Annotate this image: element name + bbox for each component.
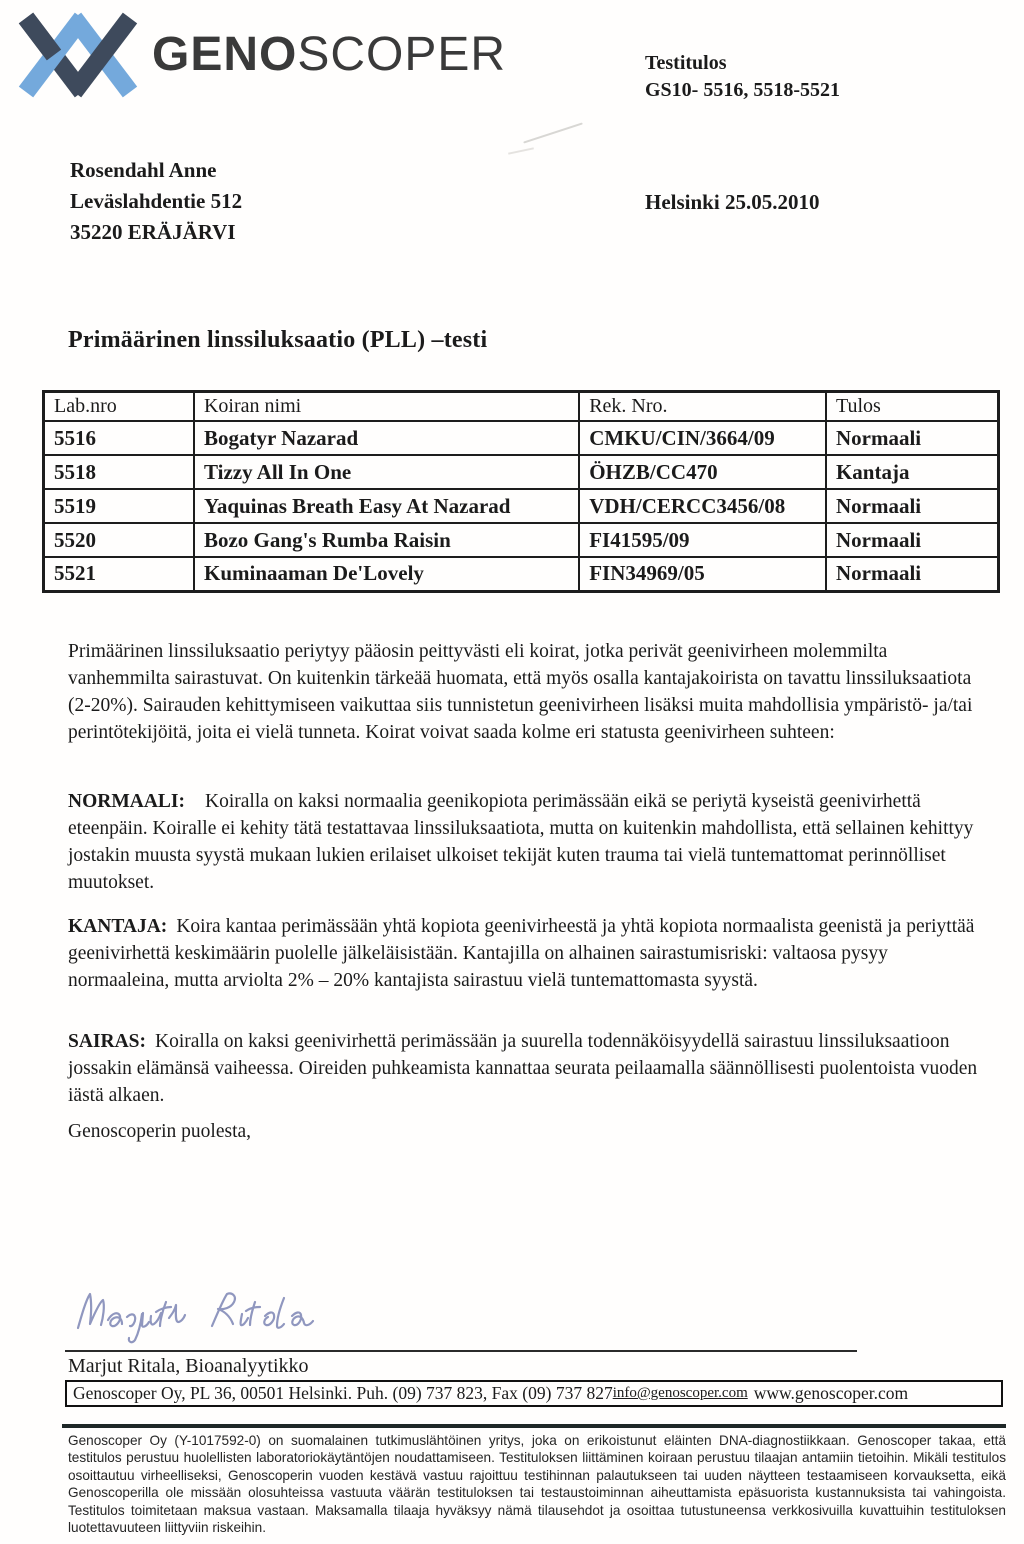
cell-reg-no: ÖHZB/CC470: [579, 455, 826, 489]
cell-reg-no: CMKU/CIN/3664/09: [579, 421, 826, 455]
table-row: [44, 557, 999, 591]
status-paragraph-normaali: [68, 788, 990, 896]
cell-lab-nro: 5521: [44, 557, 194, 591]
handwritten-signature: [72, 1280, 372, 1346]
cell-result: Normaali: [826, 523, 999, 557]
cell-reg-no: FIN34969/05: [579, 557, 826, 591]
col-header-tulos: Tulos: [826, 392, 999, 422]
status-paragraph-kantaja: [68, 913, 990, 994]
status-label-sairas: SAIRAS:: [68, 1031, 147, 1052]
genoscoper-logo-icon: [8, 8, 148, 100]
signer-name-title: Marjut Ritala, Bioanalyytikko: [68, 1355, 309, 1377]
status-text-normaali: Koiralla on kaksi normaalia geenikopiota perimässään eikä se periytä kyseistä geenivirhettä eteenpäin. Koiralle ei kehity tätä testattavaa linssiluksaatiota, mutta on kuitenkin mahdollista, että sellainen kehittyy jostakin muusta syystä mukaan lukien erilaiset ulkoiset tekijät kuten trauma tai vielä tuntemattomat perinnölliset muutokset.: [68, 791, 974, 893]
company-contact-line: [65, 1380, 1003, 1407]
cell-result: Normaali: [826, 557, 999, 591]
status-text-sairas: Koiralla on kaksi geenivirhettä perimässään ja suurella todennäköisyydellä sairastuu linssiluksaatioon jossakin elämänsä vaiheessa. Oireiden puhkeamista kannattaa seurata peilaamalla säännöllisesti puolentoista vuoden iästä alkaen.: [68, 1031, 978, 1106]
cell-lab-nro: 5516: [44, 421, 194, 455]
table-row: [44, 523, 999, 557]
scan-artifact: [523, 122, 583, 143]
dateline: Helsinki 25.05.2010: [645, 190, 820, 214]
genoscoper-logo: [8, 8, 506, 100]
cell-dog-name: Tizzy All In One: [194, 455, 579, 489]
doc-type-label: Testitulos: [645, 52, 727, 74]
doc-number: GS10- 5516, 5518-5521: [645, 79, 840, 101]
brand-name-bold: GENO: [152, 27, 298, 81]
cell-dog-name: Yaquinas Breath Easy At Nazarad: [194, 489, 579, 523]
contact-email: info@genoscoper.com: [612, 1385, 748, 1401]
cell-lab-nro: 5519: [44, 489, 194, 523]
recipient-city: 35220 ERÄJÄRVI: [70, 220, 236, 244]
cell-reg-no: FI41595/09: [579, 523, 826, 557]
contact-website: www.genoscoper.com: [753, 1383, 909, 1403]
document-id-block: [645, 50, 840, 104]
closing-line: Genoscoperin puolesta,: [68, 1121, 252, 1142]
page-title: Primäärinen linssiluksaatio (PLL) –testi: [68, 327, 488, 353]
contact-main: Genoscoper Oy, PL 36, 00501 Helsinki. Puh. (09) 737 823, Fax (09) 737 827: [73, 1383, 613, 1403]
status-text-kantaja: Koira kantaa perimässään yhtä kopiota geenivirheestä ja yhtä kopiota normaalista geenistä ja periyttää geenivirhettä keskimäärin puolelle jälkeläisistään. Kantajilla on alhainen sairastumisriski: valtaosa pysyy normaaleina, mutta arviolta 2% – 20% kantajista sairastuu vielä tuntemattomasta syystä.: [68, 916, 975, 991]
intro-paragraph: Primäärinen linssiluksaatio periytyy pääosin peittyvästi eli koirat, jotka perivät geenivirheen molemmilta vanhemmilta sairastuvat. On kuitenkin tärkeää huomata, että myös osalla kantajakoirista on tavattu linssiluksaatiota (2-20%). Sairauden kehittymiseen vaikuttaa siis tunnistetun geenivirheen lisäksi muita mahdollisia ympäristö- ja/tai perintötekijöitä, joita ei vielä tunneta. Koirat voivat saada kolme eri statusta geenivirheen suhteen:: [68, 641, 973, 743]
cell-dog-name: Bogatyr Nazarad: [194, 421, 579, 455]
recipient-address: [70, 155, 242, 248]
cell-result: Normaali: [826, 489, 999, 523]
status-paragraph-sairas: [68, 1028, 990, 1109]
table-header-row: [44, 392, 999, 422]
cell-result: Normaali: [826, 421, 999, 455]
recipient-name: Rosendahl Anne: [70, 158, 217, 182]
cell-dog-name: Kuminaaman De'Lovely: [194, 557, 579, 591]
brand-name: [152, 27, 506, 82]
brand-name-light: SCOPER: [297, 27, 507, 81]
table-row: [44, 455, 999, 489]
scan-artifact: [508, 147, 534, 154]
cell-reg-no: VDH/CERCC3456/08: [579, 489, 826, 523]
signature-rule: [65, 1350, 857, 1352]
col-header-lab-nro: Lab.nro: [44, 392, 194, 422]
cell-dog-name: Bozo Gang's Rumba Raisin: [194, 523, 579, 557]
table-row: [44, 489, 999, 523]
footer-divider: [62, 1424, 1006, 1428]
col-header-rek-nro: Rek. Nro.: [579, 392, 826, 422]
recipient-street: Leväslahdentie 512: [70, 189, 243, 213]
status-label-normaali: NORMAALI:: [68, 791, 185, 812]
cell-lab-nro: 5520: [44, 523, 194, 557]
status-label-kantaja: KANTAJA:: [68, 916, 168, 937]
col-header-koiran-nimi: Koiran nimi: [194, 392, 579, 422]
cell-lab-nro: 5518: [44, 455, 194, 489]
footer-legal-text: Genoscoper Oy (Y-1017592-0) on suomalainen tutkimuslähtöinen yritys, joka on erikoistunut eläinten DNA-diagnostiikkaan. Genoscoper takaa, että testitulos perustuu huolellisten laboratoriokäytäntöjen noudattamiseen. Testituloksen liittäminen koiraan perustuu tilaajan antamiin tietoihin. Mikäli testitulos osoittautuu virheelliseksi, Genoscoperin vuoden kestävä vastuu rajoittuu testihinnan palautukseen tai uuden näytteen testaamiseen korvauksetta, eikä Genoscoperilla ole missään olosuhteissa vastuuta väärän testituloksen tai testaustoiminnan aiheuttamista epäsuorista kustannuksista tai vahingoista. Testitulos toimitetaan maksua vastaan. Maksamalla tilaaja hyväksyy nämä tilausehdot ja osoittaa tutustuneensa verkkosivuilla kuvattuihin testituloksen luotettavuuteen liittyviin riskeihin.: [68, 1433, 1006, 1536]
cell-result: Kantaja: [826, 455, 999, 489]
results-table: [42, 390, 1000, 593]
table-row: [44, 421, 999, 455]
